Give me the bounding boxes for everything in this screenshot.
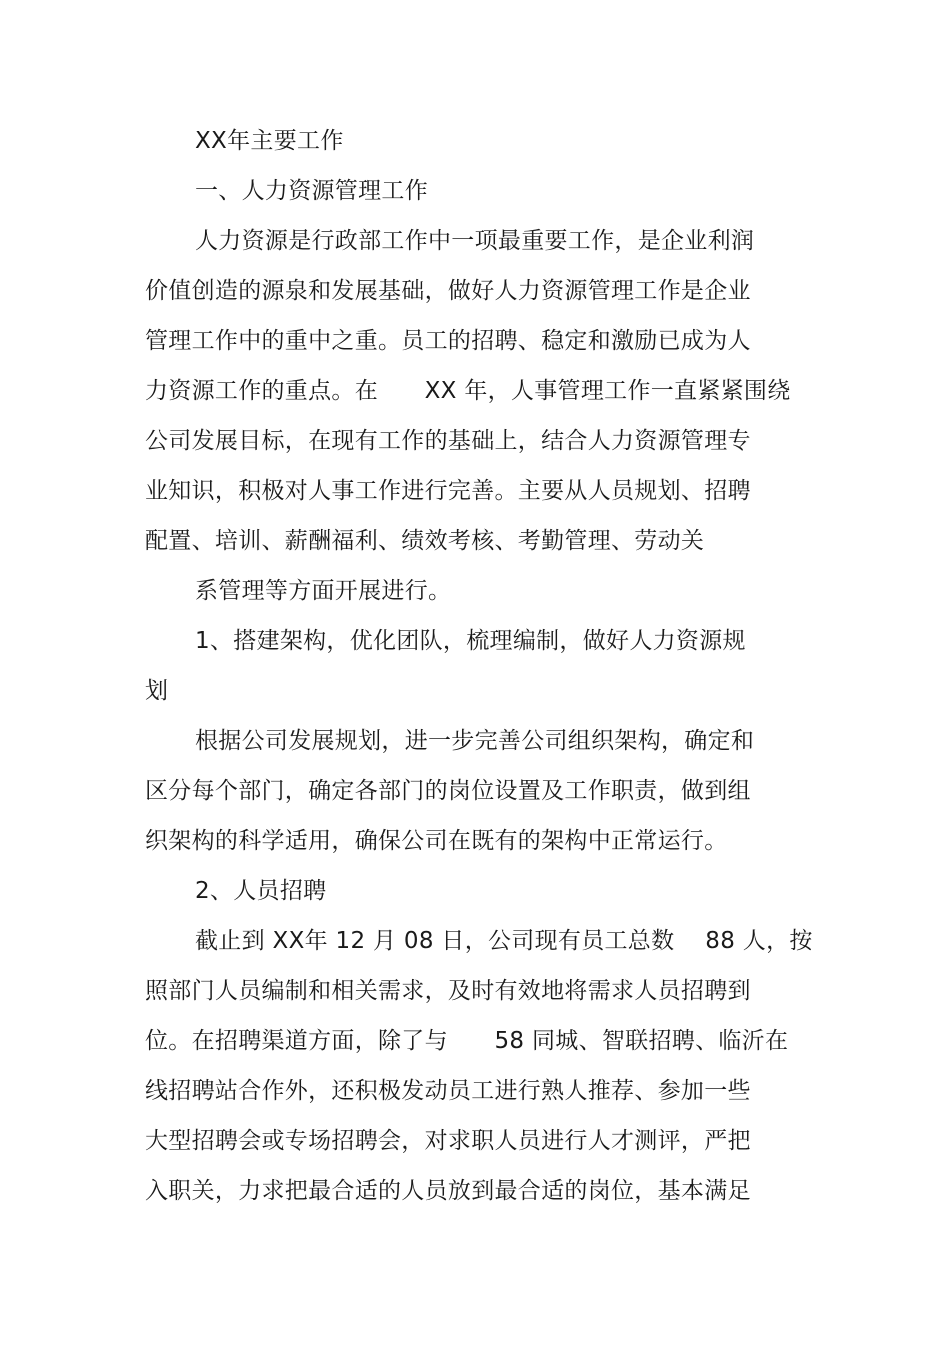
paragraph-line: 配置、培训、薪酬福利、绩效考核、考勤管理、劳动关 bbox=[145, 528, 705, 554]
paragraph-line: 公司发展目标，在现有工作的基础上，结合人力资源管理专 bbox=[145, 428, 751, 454]
subheading-structure: 1、搭建架构，优化团队，梳理编制，做好人力资源规 bbox=[195, 628, 746, 654]
paragraph-line: 系管理等方面开展进行。 bbox=[195, 578, 452, 604]
paragraph-line: 管理工作中的重中之重。员工的招聘、稳定和激励已成为人 bbox=[145, 328, 751, 354]
section-title: XX年主要工作 bbox=[195, 128, 344, 154]
paragraph-line: 人力资源是行政部工作中一项最重要工作，是企业利润 bbox=[195, 228, 755, 254]
paragraph-line: 大型招聘会或专场招聘会，对求职人员进行人才测评，严把 bbox=[145, 1128, 751, 1154]
subheading-recruitment: 2、人员招聘 bbox=[195, 878, 327, 904]
paragraph-line: 力资源工作的重点。在 XX 年，人事管理工作一直紧紧围绕 bbox=[145, 378, 791, 404]
paragraph-line: 照部门人员编制和相关需求，及时有效地将需求人员招聘到 bbox=[145, 978, 751, 1004]
paragraph-line: 线招聘站合作外，还积极发动员工进行熟人推荐、参加一些 bbox=[145, 1078, 751, 1104]
heading-hr-management: 一、人力资源管理工作 bbox=[195, 178, 428, 204]
paragraph-line: 位。在招聘渠道方面，除了与 58 同城、智联招聘、临沂在 bbox=[145, 1028, 789, 1054]
subheading-structure-cont: 划 bbox=[145, 678, 169, 704]
paragraph-line: 根据公司发展规划，进一步完善公司组织架构，确定和 bbox=[195, 728, 755, 754]
paragraph-line: 织架构的科学适用，确保公司在既有的架构中正常运行。 bbox=[145, 828, 728, 854]
paragraph-line: 区分每个部门，确定各部门的岗位设置及工作职责，做到组 bbox=[145, 778, 751, 804]
paragraph-line: 业知识，积极对人事工作进行完善。主要从人员规划、招聘 bbox=[145, 478, 751, 504]
paragraph-line: 入职关，力求把最合适的人员放到最合适的岗位，基本满足 bbox=[145, 1178, 751, 1204]
paragraph-line: 价值创造的源泉和发展基础，做好人力资源管理工作是企业 bbox=[145, 278, 751, 304]
paragraph-line: 截止到 XX年 12 月 08 日，公司现有员工总数 88 人，按 bbox=[195, 928, 813, 954]
